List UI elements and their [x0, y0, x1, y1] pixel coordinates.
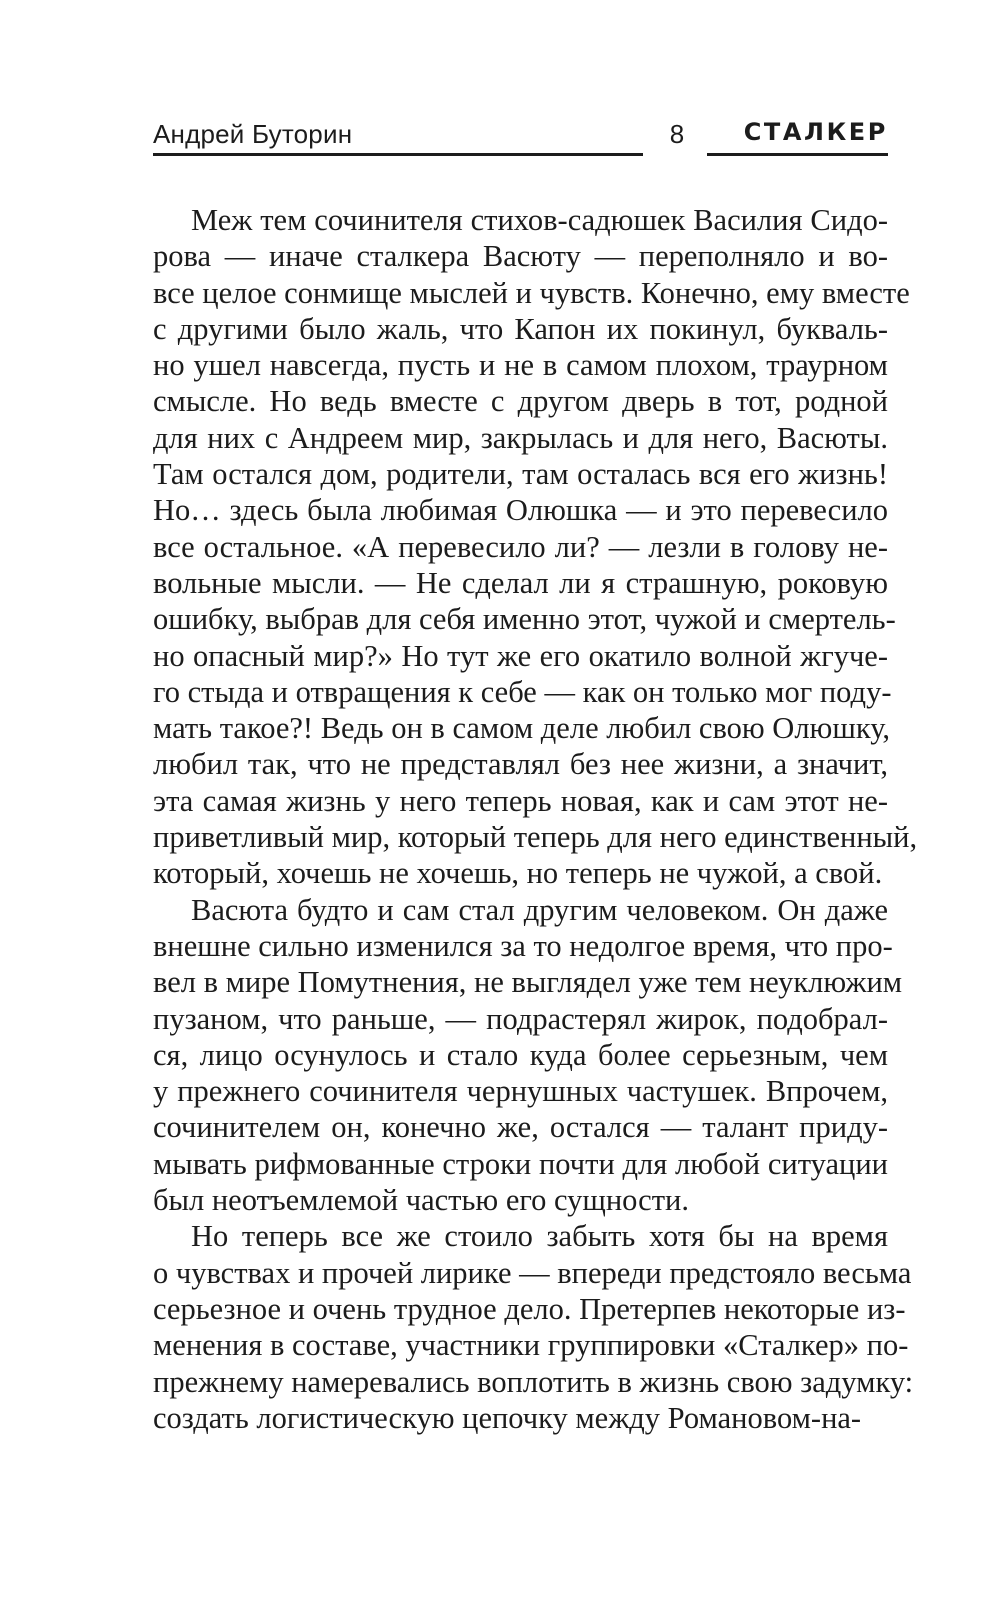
text-line: но ушел навсегда, пусть и не в самом плохом, траурном [153, 348, 888, 383]
header-rule-right [707, 153, 888, 156]
text-line: приветливый мир, который теперь для него единственный, [153, 820, 918, 855]
paragraph [153, 892, 903, 1219]
text-line: все целое сонмище мыслей и чувств. Конечно, ему вместе [153, 275, 910, 310]
text-line: ся, лицо осунулось и стало куда более серьезным, чем [153, 1037, 888, 1072]
text-line: Васюта будто и сам стал другим человеком. Он даже [191, 892, 888, 927]
text-line: ошибку, выбрав для себя именно этот, чужой и смертель- [153, 602, 896, 637]
text-line: создать логистическую цепочку между Романовом-на- [153, 1400, 862, 1435]
text-line: серьезное и очень трудное дело. Претерпев некоторые из- [153, 1291, 906, 1326]
text-line: для них с Андреем мир, закрылась и для него, Васюты. [153, 420, 888, 455]
text-line: все остальное. «А перевесило ли? — лезли в голову не- [153, 529, 888, 564]
text-line: Меж тем сочинителя стихов-садюшек Василия Сидо- [191, 203, 888, 237]
text-line: Но теперь все же стоило забыть хотя бы на время [191, 1219, 888, 1254]
text-line: внешне сильно изменился за то недолгое время, что про- [153, 928, 893, 963]
text-line: о чувствах и прочей лирике — впереди предстояло весьма [153, 1255, 912, 1290]
text-line: пузаном, что раньше, — подрастерял жирок, подобрал- [153, 1001, 888, 1036]
text-line: менения в составе, участники группировки «Сталкер» по- [153, 1328, 909, 1363]
paragraph [153, 202, 918, 892]
running-header-author: Андрей Буторин [153, 119, 353, 149]
text-line: был неотъемлемой частью его сущности. [153, 1183, 689, 1218]
header-rule-left [153, 153, 643, 156]
text-line: Но… здесь была любимая Олюшка — и это перевесило [153, 493, 888, 528]
text-line: прежнему намеревались воплотить в жизнь свою задумку: [153, 1364, 914, 1399]
text-line: вел в мире Помутнения, не выглядел уже тем неуклюжим [153, 965, 903, 1000]
body-text [153, 202, 918, 1436]
text-line: мывать рифмованные строки почти для любой ситуации [153, 1146, 888, 1181]
text-line: эта самая жизнь у него теперь новая, как и сам этот не- [153, 783, 888, 818]
text-line: любил так, что не представлял без нее жизни, а значит, [153, 747, 888, 782]
running-header-series: СТАЛКЕР [743, 118, 888, 146]
text-line: мать такое?! Ведь он в самом деле любил свою Олюшку, [153, 711, 891, 746]
text-line: вольные мысли. — Не сделал ли я страшную, роковую [153, 565, 888, 600]
text-line: смысле. Но ведь вместе с другом дверь в тот, родной [153, 384, 888, 419]
paragraph [153, 1218, 914, 1436]
text-line: Там остался дом, родители, там осталась вся его жизнь! [153, 457, 888, 492]
text-line: с другими было жаль, что Капон их покинул, букваль- [153, 311, 888, 346]
text-line: рова — иначе сталкера Васюту — переполняло и во- [153, 239, 888, 274]
text-line: который, хочешь не хочешь, но теперь не чужой, а свой. [153, 856, 883, 891]
text-line: сочинителем он, конечно же, остался — талант приду- [153, 1110, 888, 1145]
running-header [153, 115, 888, 161]
page-number: 8 [669, 119, 685, 149]
text-line: го стыда и отвращения к себе — как он только мог поду- [153, 674, 892, 709]
text-line: но опасный мир?» Но тут же его окатило волной жгуче- [153, 638, 888, 673]
text-line: у прежнего сочинителя чернушных частушек. Впрочем, [153, 1074, 888, 1109]
